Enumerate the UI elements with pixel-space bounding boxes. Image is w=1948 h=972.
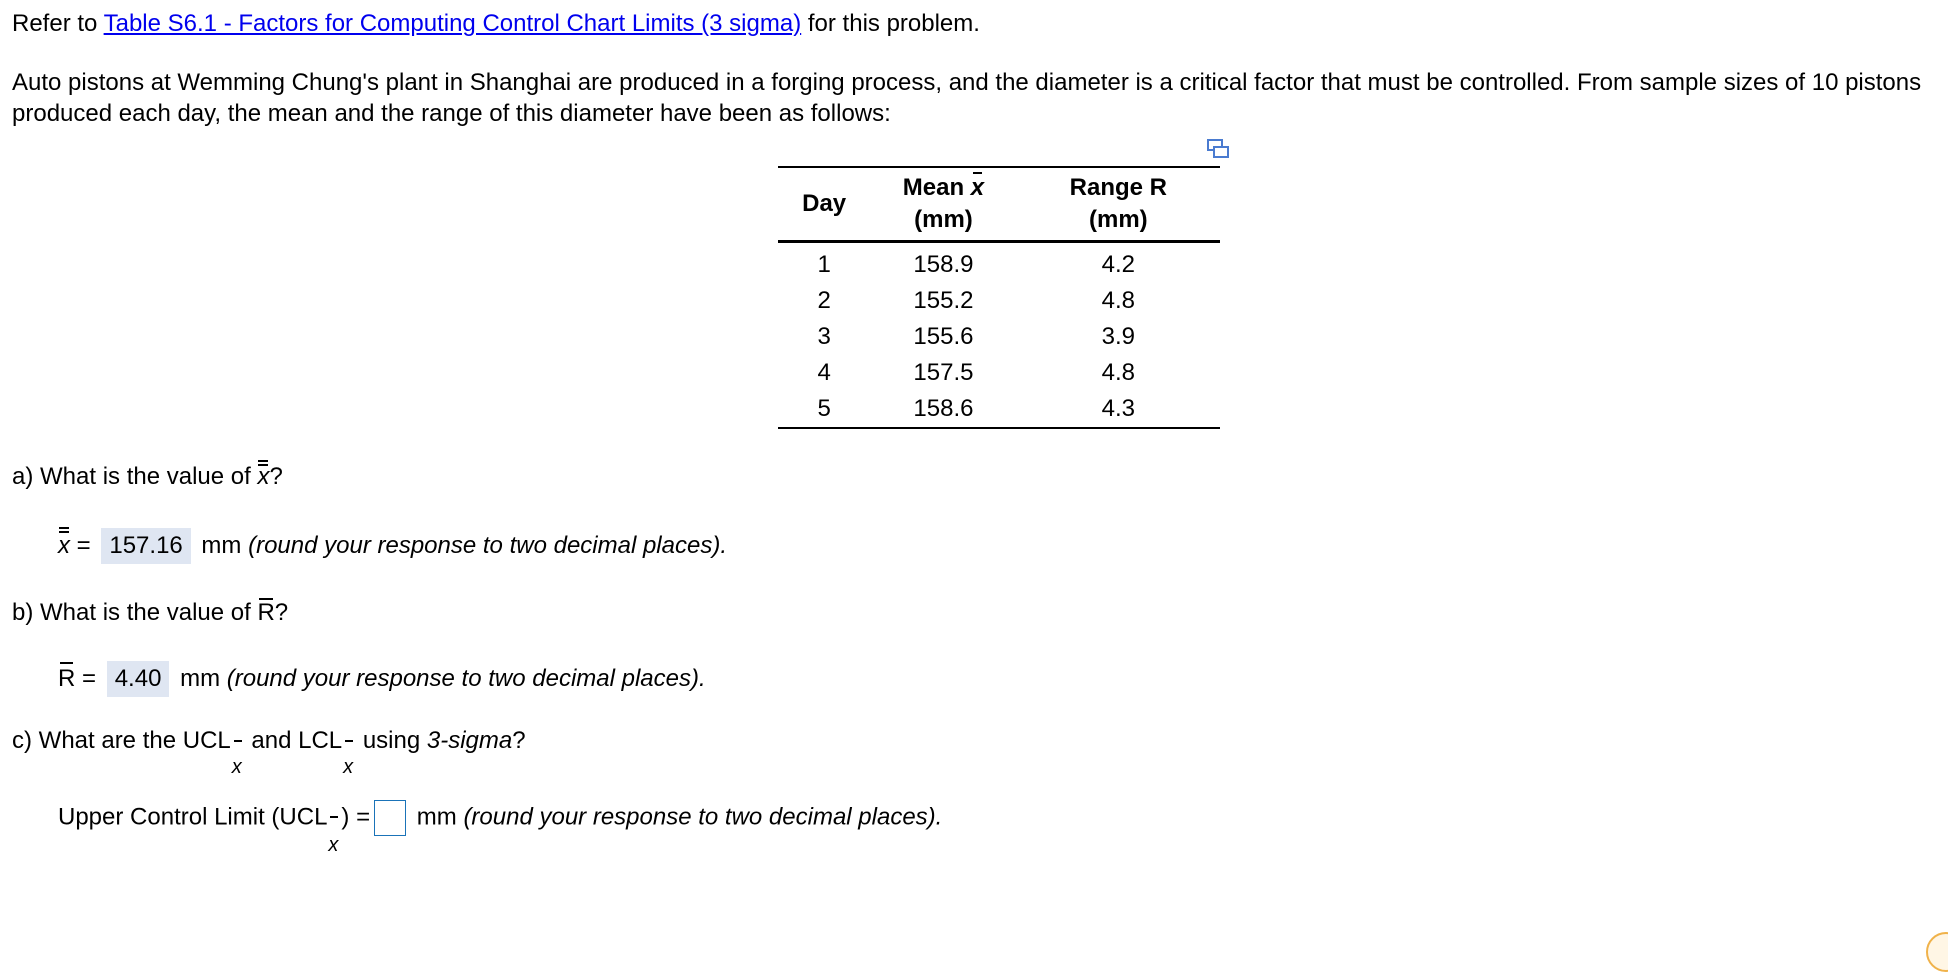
help-badge-icon[interactable] bbox=[1926, 932, 1948, 972]
answer-c-row bbox=[58, 800, 943, 857]
cell-day: 4 bbox=[817, 359, 831, 386]
problem-statement: Auto pistons at Wemming Chung's plant in Shanghai are produced in a forging process, and the diameter is a critical factor that must be controlled. From sample sizes of 10 pistons produced each day, the mean and the range of this diameter have been as follows: bbox=[12, 69, 1922, 127]
table-header-row bbox=[778, 167, 1220, 242]
answer-a-row bbox=[58, 528, 727, 564]
r-bar-symbol: R bbox=[257, 599, 275, 626]
question-c-mid: and LCL bbox=[244, 727, 343, 754]
unit-label: mm bbox=[173, 665, 227, 692]
question-b-suffix: ? bbox=[274, 599, 289, 626]
cell-mean: 158.9 bbox=[913, 251, 974, 278]
question-b-prefix: b) What is the value of bbox=[12, 599, 258, 626]
table-s6-1-link[interactable]: Table S6.1 - Factors for Computing Control Chart Limits (3 sigma) bbox=[103, 10, 802, 37]
cell-range: 3.9 bbox=[1101, 323, 1136, 350]
question-c-suffix: ? bbox=[512, 727, 526, 754]
question-c-italic: 3-sigma bbox=[426, 727, 513, 754]
x-double-bar-symbol: x bbox=[58, 529, 70, 563]
cell-mean: 157.5 bbox=[913, 359, 974, 386]
ucl-input[interactable] bbox=[374, 800, 406, 836]
answer-b-row bbox=[58, 661, 706, 697]
header-mean-unit: (mm) bbox=[914, 206, 973, 233]
question-c-prefix: c) What are the UCL bbox=[12, 727, 231, 754]
cell-range: 4.3 bbox=[1101, 395, 1136, 422]
rounding-note: (round your response to two decimal places). bbox=[463, 803, 943, 831]
header-mean bbox=[870, 167, 1016, 242]
table-row bbox=[778, 391, 1220, 428]
copy-table-icon[interactable] bbox=[1207, 139, 1229, 159]
piston-data-table bbox=[778, 166, 1220, 429]
cell-day: 1 bbox=[817, 251, 831, 278]
intro-suffix: for this problem. bbox=[801, 10, 980, 37]
r-bar-symbol: R bbox=[58, 662, 75, 696]
question-a bbox=[12, 462, 283, 492]
intro-line bbox=[12, 8, 980, 39]
answer-a-value[interactable]: 157.16 bbox=[101, 528, 190, 564]
equals-sign: = bbox=[70, 532, 98, 559]
unit-label: mm bbox=[194, 532, 249, 559]
question-a-prefix: a) What is the value of bbox=[12, 463, 258, 490]
question-a-suffix: ? bbox=[269, 463, 283, 490]
rounding-note: (round your response to two decimal places). bbox=[226, 665, 706, 692]
header-range bbox=[1017, 167, 1220, 242]
cell-day: 2 bbox=[817, 287, 831, 314]
answer-b-value[interactable]: 4.40 bbox=[107, 661, 170, 697]
unit-label: mm bbox=[410, 803, 464, 831]
table-row bbox=[778, 242, 1220, 284]
header-day: Day bbox=[802, 190, 847, 217]
x-double-bar-symbol: x bbox=[257, 463, 270, 490]
cell-mean: 155.2 bbox=[913, 287, 974, 314]
rounding-note: (round your response to two decimal places). bbox=[248, 532, 727, 559]
ucl-label: Upper Control Limit (UCL bbox=[58, 803, 328, 831]
cell-range: 4.8 bbox=[1101, 287, 1136, 314]
equals-sign: = bbox=[75, 665, 103, 692]
table-row bbox=[778, 319, 1220, 355]
x-bar-subscript-letter: x bbox=[343, 756, 354, 778]
question-b bbox=[12, 598, 288, 628]
cell-day: 3 bbox=[817, 323, 831, 350]
cell-range: 4.2 bbox=[1101, 251, 1136, 278]
cell-day: 5 bbox=[817, 395, 831, 422]
table-row bbox=[778, 355, 1220, 391]
x-bar-subscript-letter: x bbox=[328, 834, 339, 857]
header-mean-label: Mean bbox=[902, 174, 971, 201]
cell-mean: 158.6 bbox=[913, 395, 974, 422]
cell-mean: 155.6 bbox=[913, 323, 974, 350]
header-range-label: Range R bbox=[1069, 174, 1168, 201]
x-bar-subscript-letter: x bbox=[231, 756, 242, 778]
question-c bbox=[12, 726, 526, 778]
table-row bbox=[778, 283, 1220, 319]
x-bar-symbol: x bbox=[971, 172, 984, 204]
ucl-label-close: ) = bbox=[341, 803, 371, 831]
question-c-after: using bbox=[356, 727, 427, 754]
cell-range: 4.8 bbox=[1101, 359, 1136, 386]
intro-prefix: Refer to bbox=[12, 10, 104, 37]
header-range-unit: (mm) bbox=[1089, 206, 1148, 233]
